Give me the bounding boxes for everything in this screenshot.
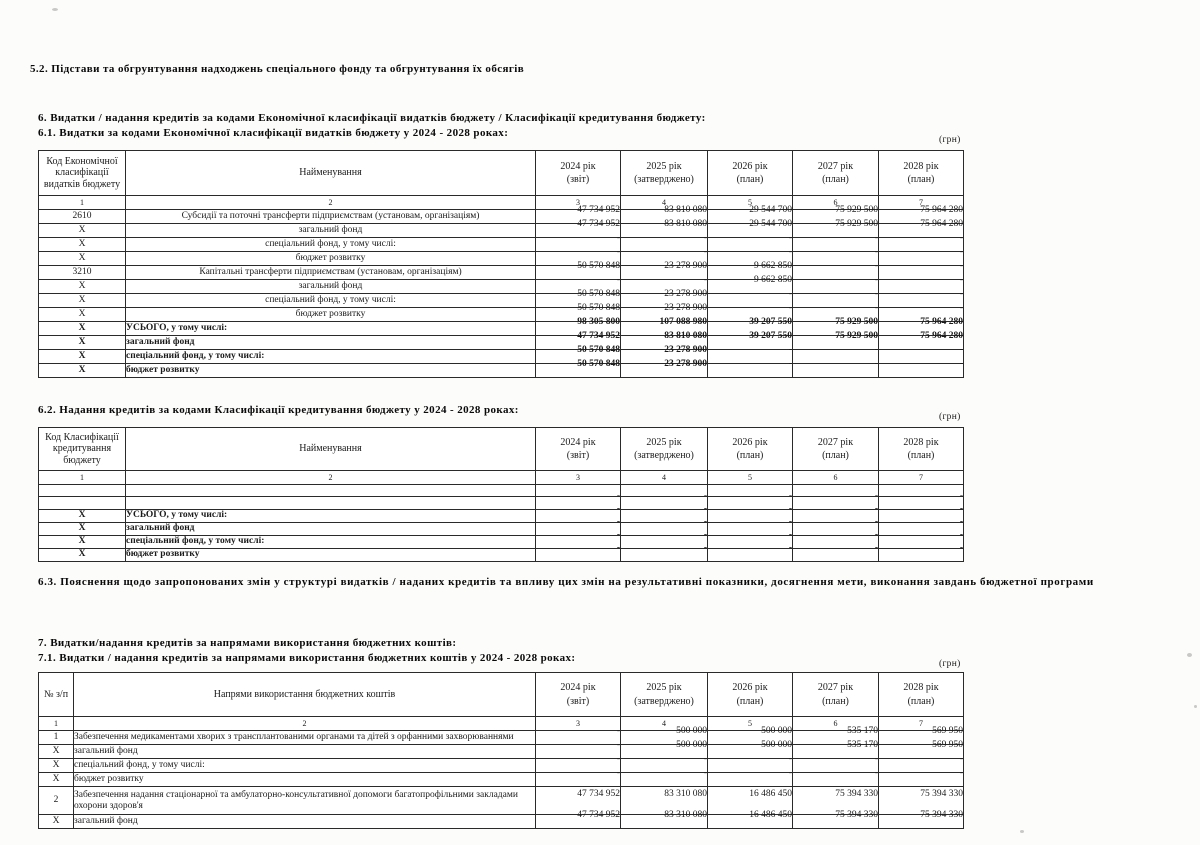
column-number: 4	[621, 471, 708, 485]
year-column-header: 2026 рік (план)	[708, 673, 793, 717]
value-cell: -	[879, 350, 964, 364]
year-column-header: 2028 рік (план)	[879, 673, 964, 717]
value-cell: -	[793, 294, 879, 308]
value-cell: -	[793, 350, 879, 364]
value-cell: 50 570 848	[536, 308, 621, 322]
year-column-header: 2024 рік (звіт)	[536, 673, 621, 717]
value-cell: -	[621, 535, 708, 548]
value-cell: -	[708, 350, 793, 364]
year-column-header: 2027 рік (план)	[793, 428, 879, 471]
year-column-header: 2028 рік (план)	[879, 428, 964, 471]
value-cell: 75 394 330	[879, 787, 964, 815]
year-column-header: 2024 рік (звіт)	[536, 151, 621, 196]
row-code-cell: X	[39, 548, 126, 561]
value-cell: 83 810 080	[621, 210, 708, 224]
row-code-cell: X	[39, 364, 126, 378]
row-name-cell: спеціальний фонд, у тому числі:	[126, 294, 536, 308]
column-number: 5	[708, 471, 793, 485]
section-6-3-heading: 6.3. Пояснення щодо запропонованих змін у структурі видатків / наданих кредитів та впливу цих змін на результативні показники, досягнення мети, виконання завдань бюджетної програми	[38, 576, 1094, 588]
row-code-cell: X	[39, 815, 74, 829]
section-7-heading: 7. Видатки/надання кредитів за напрямами використання бюджетних коштів:	[38, 637, 457, 649]
value-cell: 83 310 080	[621, 815, 708, 829]
value-cell: 50 570 848	[536, 294, 621, 308]
value-cell: -	[879, 252, 964, 266]
value-cell: -	[879, 522, 964, 535]
value-cell: -	[536, 731, 621, 745]
value-cell: 23 278 900	[621, 350, 708, 364]
value-cell: -	[621, 252, 708, 266]
row-code-cell: X	[39, 238, 126, 252]
row-name-cell: бюджет розвитку	[74, 773, 536, 787]
year-column-header: 2025 рік (затверджено)	[621, 151, 708, 196]
value-cell: 23 278 900	[621, 364, 708, 378]
row-name-cell: бюджет розвитку	[126, 308, 536, 322]
value-cell: -	[708, 535, 793, 548]
year-column-header: 2026 рік (план)	[708, 428, 793, 471]
value-cell: 75 964 280	[879, 224, 964, 238]
value-cell: 535 170	[793, 731, 879, 745]
value-cell	[621, 485, 708, 497]
row-code-cell: 1	[39, 731, 74, 745]
row-name-cell: загальний фонд	[126, 522, 536, 535]
scan-speck	[1187, 653, 1192, 657]
row-code-cell: X	[39, 773, 74, 787]
value-cell: -	[879, 294, 964, 308]
row-name-cell: спеціальний фонд, у тому числі:	[126, 535, 536, 548]
column-number: 3	[536, 196, 621, 210]
row-code-cell	[39, 496, 126, 509]
row-code-cell: X	[39, 535, 126, 548]
col2-header: Найменування	[126, 151, 536, 196]
table-row	[39, 496, 964, 509]
value-cell: -	[536, 759, 621, 773]
table-6-1-expenditures-economic-classification	[38, 150, 964, 378]
row-code-cell: X	[39, 308, 126, 322]
value-cell: -	[879, 364, 964, 378]
table-row	[39, 322, 964, 336]
value-cell: -	[708, 496, 793, 509]
column-number: 7	[879, 471, 964, 485]
value-cell: -	[793, 509, 879, 522]
value-cell: -	[621, 496, 708, 509]
section-5-2-heading: 5.2. Підстави та обгрунтування надходжень спеціального фонду та обгрунтування їх обсягів	[30, 63, 525, 75]
row-name-cell: загальний фонд	[126, 336, 536, 350]
value-cell: -	[621, 773, 708, 787]
value-cell: 83 310 080	[621, 787, 708, 815]
value-cell	[793, 485, 879, 497]
value-cell: -	[879, 535, 964, 548]
row-name-cell: бюджет розвитку	[126, 548, 536, 561]
table-row	[39, 535, 964, 548]
table-row	[39, 745, 964, 759]
row-name-cell: спеціальний фонд, у тому числі:	[126, 350, 536, 364]
value-cell: -	[879, 548, 964, 561]
value-cell: -	[708, 773, 793, 787]
column-number: 2	[126, 471, 536, 485]
row-name-cell: загальний фонд	[74, 745, 536, 759]
column-number: 2	[126, 196, 536, 210]
row-code-cell: X	[39, 350, 126, 364]
value-cell: 23 278 900	[621, 266, 708, 280]
table-row	[39, 252, 964, 266]
row-name-cell: УСЬОГО, у тому числі:	[126, 509, 536, 522]
section-6-heading: 6. Видатки / надання кредитів за кодами Економічної класифікації видатків бюджету / Класифікації кредитування бюджету:	[38, 112, 706, 124]
value-cell: -	[793, 548, 879, 561]
currency-unit-label: (грн)	[939, 659, 961, 669]
row-name-cell	[126, 496, 536, 509]
row-name-cell: бюджет розвитку	[126, 364, 536, 378]
value-cell	[536, 485, 621, 497]
table-7-1-spending-directions	[38, 672, 964, 829]
table-row	[39, 294, 964, 308]
value-cell: -	[621, 522, 708, 535]
value-cell: -	[793, 238, 879, 252]
row-name-cell: спеціальний фонд, у тому числі:	[74, 759, 536, 773]
year-column-header: 2027 рік (план)	[793, 673, 879, 717]
value-cell: -	[708, 522, 793, 535]
row-code-cell: 3210	[39, 266, 126, 280]
row-name-cell: Забезпечення медикаментами хворих з трансплантованими органами та дітей з орфанними захворюваннями	[74, 731, 536, 745]
value-cell: -	[793, 252, 879, 266]
value-cell: -	[536, 745, 621, 759]
value-cell: 75 964 280	[879, 336, 964, 350]
table-row	[39, 308, 964, 322]
year-column-header: 2027 рік (план)	[793, 151, 879, 196]
row-code-cell: X	[39, 224, 126, 238]
year-column-header: 2028 рік (план)	[879, 151, 964, 196]
table-row	[39, 509, 964, 522]
row-name-cell: загальний фонд	[126, 280, 536, 294]
table-row	[39, 787, 964, 815]
column-number: 1	[39, 471, 126, 485]
column-number: 5	[708, 717, 793, 731]
value-cell: -	[536, 509, 621, 522]
row-code-cell: X	[39, 522, 126, 535]
table-row	[39, 815, 964, 829]
value-cell: -	[708, 759, 793, 773]
value-cell: 39 207 550	[708, 336, 793, 350]
row-name-cell: загальний фонд	[74, 815, 536, 829]
value-cell: 50 570 848	[536, 350, 621, 364]
value-cell: -	[793, 364, 879, 378]
value-cell: -	[793, 266, 879, 280]
row-code-cell: 2	[39, 787, 74, 815]
year-column-header: 2025 рік (затверджено)	[621, 673, 708, 717]
value-cell: 23 278 900	[621, 308, 708, 322]
value-cell: -	[621, 238, 708, 252]
value-cell: 47 734 952	[536, 815, 621, 829]
value-cell: -	[793, 280, 879, 294]
year-column-header: 2024 рік (звіт)	[536, 428, 621, 471]
column-number: 7	[879, 196, 964, 210]
value-cell: 47 734 952	[536, 210, 621, 224]
value-cell: 75 929 500	[793, 210, 879, 224]
column-number: 4	[621, 196, 708, 210]
value-cell: 9 662 850	[708, 266, 793, 280]
col2-header: Напрями використання бюджетних коштів	[74, 673, 536, 717]
value-cell: -	[536, 252, 621, 266]
row-name-cell: бюджет розвитку	[126, 252, 536, 266]
value-cell: -	[708, 252, 793, 266]
value-cell: 569 950	[879, 745, 964, 759]
column-number: 5	[708, 196, 793, 210]
table-row	[39, 731, 964, 745]
column-number: 7	[879, 717, 964, 731]
value-cell: 23 278 900	[621, 294, 708, 308]
column-number: 1	[39, 717, 74, 731]
column-number: 4	[621, 717, 708, 731]
value-cell: -	[879, 238, 964, 252]
value-cell: 75 394 330	[793, 787, 879, 815]
value-cell: 75 929 500	[793, 224, 879, 238]
row-code-cell: X	[39, 252, 126, 266]
row-code-cell: X	[39, 322, 126, 336]
value-cell: 29 544 700	[708, 224, 793, 238]
value-cell: -	[536, 535, 621, 548]
row-code-cell: X	[39, 745, 74, 759]
value-cell: 9 662 850	[708, 280, 793, 294]
row-code-cell: X	[39, 509, 126, 522]
column-number: 6	[793, 471, 879, 485]
col1-header: Код Класифікації кредитування бюджету	[39, 428, 126, 471]
value-cell: -	[621, 509, 708, 522]
table-row	[39, 548, 964, 561]
value-cell: -	[536, 522, 621, 535]
table-row	[39, 210, 964, 224]
row-name-cell	[126, 485, 536, 497]
value-cell: 50 570 848	[536, 364, 621, 378]
row-name-cell: загальний фонд	[126, 224, 536, 238]
scan-speck	[1020, 830, 1024, 833]
row-code-cell: X	[39, 294, 126, 308]
value-cell: 47 734 952	[536, 224, 621, 238]
value-cell: 75 929 500	[793, 336, 879, 350]
column-number: 6	[793, 717, 879, 731]
value-cell: 16 486 450	[708, 787, 793, 815]
value-cell: -	[536, 773, 621, 787]
value-cell: -	[708, 364, 793, 378]
value-cell: 83 810 080	[621, 224, 708, 238]
table-row	[39, 336, 964, 350]
row-name-cell: УСЬОГО, у тому числі:	[126, 322, 536, 336]
value-cell: -	[793, 522, 879, 535]
value-cell: -	[879, 266, 964, 280]
row-name-cell: Капітальні трансферти підприємствам (установам, організаціям)	[126, 266, 536, 280]
value-cell: 500 000	[621, 745, 708, 759]
value-cell: 39 207 550	[708, 322, 793, 336]
row-code-cell: 2610	[39, 210, 126, 224]
col1-header: № з/п	[39, 673, 74, 717]
value-cell: -	[879, 509, 964, 522]
value-cell: -	[879, 759, 964, 773]
value-cell: -	[793, 496, 879, 509]
column-number: 6	[793, 196, 879, 210]
table-row	[39, 280, 964, 294]
table-6-2-credit-classification	[38, 427, 964, 562]
year-column-header: 2026 рік (план)	[708, 151, 793, 196]
value-cell: -	[793, 759, 879, 773]
value-cell: -	[708, 238, 793, 252]
row-code-cell	[39, 485, 126, 497]
section-7-1-heading: 7.1. Видатки / надання кредитів за напрямами використання бюджетних коштів у 2024 - 2028 роках:	[38, 652, 576, 664]
value-cell: 47 734 952	[536, 787, 621, 815]
col2-header: Найменування	[126, 428, 536, 471]
value-cell: 75 929 500	[793, 322, 879, 336]
value-cell: 535 170	[793, 745, 879, 759]
value-cell: 500 000	[708, 731, 793, 745]
value-cell: 500 000	[708, 745, 793, 759]
value-cell: -	[536, 548, 621, 561]
value-cell: -	[708, 548, 793, 561]
section-6-1-heading: 6.1. Видатки за кодами Економічної класифікації видатків бюджету у 2024 - 2028 роках:	[38, 127, 509, 139]
value-cell: 29 544 700	[708, 210, 793, 224]
table-row	[39, 522, 964, 535]
value-cell: 75 964 280	[879, 322, 964, 336]
table-row	[39, 350, 964, 364]
row-code-cell: X	[39, 336, 126, 350]
column-number: 3	[536, 471, 621, 485]
value-cell	[708, 485, 793, 497]
row-name-cell: Субсидії та поточні трансферти підприємствам (установам, організаціям)	[126, 210, 536, 224]
value-cell: -	[536, 496, 621, 509]
column-number: 2	[74, 717, 536, 731]
table-row	[39, 773, 964, 787]
currency-unit-label: (грн)	[939, 412, 961, 422]
row-code-cell: X	[39, 280, 126, 294]
value-cell: -	[879, 496, 964, 509]
row-name-cell: Забезпечення надання стаціонарної та амбулаторно-консультативної допомоги багатопрофільними закладами охорони здоров'я	[74, 787, 536, 815]
column-number: 1	[39, 196, 126, 210]
value-cell: -	[879, 308, 964, 322]
value-cell: -	[621, 759, 708, 773]
table-row	[39, 485, 964, 497]
value-cell: -	[708, 509, 793, 522]
col1-header: Код Економічної класифікації видатків бюджету	[39, 151, 126, 196]
value-cell: 98 305 800	[536, 322, 621, 336]
currency-unit-label: (грн)	[939, 135, 961, 145]
row-name-cell: спеціальний фонд, у тому числі:	[126, 238, 536, 252]
table-row	[39, 224, 964, 238]
value-cell: -	[793, 773, 879, 787]
value-cell: 75 964 280	[879, 210, 964, 224]
value-cell: 107 088 980	[621, 322, 708, 336]
value-cell: -	[621, 280, 708, 294]
scan-speck	[52, 8, 58, 11]
value-cell: 47 734 952	[536, 336, 621, 350]
value-cell: -	[879, 773, 964, 787]
value-cell: -	[536, 280, 621, 294]
value-cell: -	[879, 280, 964, 294]
value-cell: 75 394 330	[879, 815, 964, 829]
scan-speck	[1194, 705, 1197, 708]
value-cell: 75 394 330	[793, 815, 879, 829]
column-number: 3	[536, 717, 621, 731]
value-cell: -	[793, 308, 879, 322]
year-column-header: 2025 рік (затверджено)	[621, 428, 708, 471]
value-cell: 83 810 080	[621, 336, 708, 350]
section-6-2-heading: 6.2. Надання кредитів за кодами Класифікації кредитування бюджету у 2024 - 2028 роках:	[38, 404, 519, 416]
value-cell: -	[536, 238, 621, 252]
value-cell	[879, 485, 964, 497]
value-cell: -	[621, 548, 708, 561]
table-row	[39, 364, 964, 378]
table-row	[39, 266, 964, 280]
value-cell: 50 570 848	[536, 266, 621, 280]
value-cell: 16 486 450	[708, 815, 793, 829]
value-cell: -	[708, 294, 793, 308]
value-cell: 500 000	[621, 731, 708, 745]
table-row	[39, 759, 964, 773]
value-cell: 569 950	[879, 731, 964, 745]
value-cell: -	[793, 535, 879, 548]
value-cell: -	[708, 308, 793, 322]
table-row	[39, 238, 964, 252]
row-code-cell: X	[39, 759, 74, 773]
